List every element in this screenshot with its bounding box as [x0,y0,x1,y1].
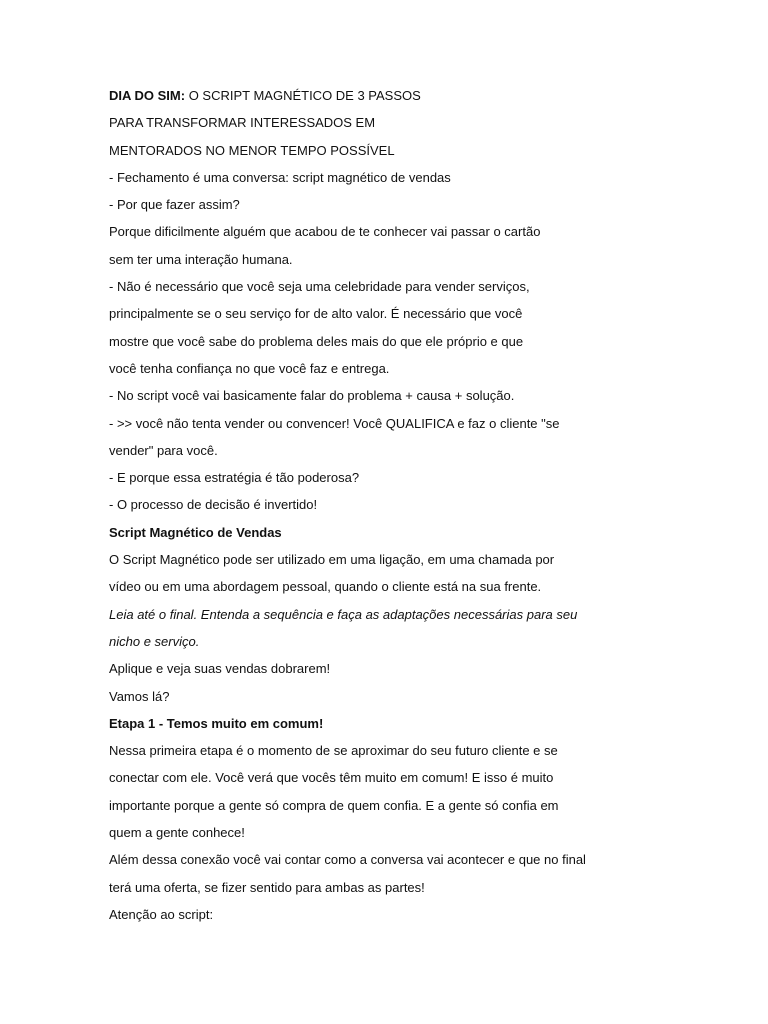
paragraph-line: - No script você vai basicamente falar do problema + causa + solução. [109,388,515,404]
paragraph-line: vender" para você. [109,442,218,458]
paragraph-line: importante porque a gente só compra de quem confia. E a gente só confia em [109,797,559,813]
paragraph-line: vídeo ou em uma abordagem pessoal, quando o cliente está na sua frente. [109,579,542,595]
paragraph-line: MENTORADOS NO MENOR TEMPO POSSÍVEL [109,142,395,158]
paragraph-line: - Fechamento é uma conversa: script magnético de vendas [109,169,451,185]
paragraph-line: - E porque essa estratégia é tão poderosa? [109,470,360,486]
paragraph-line: nicho e serviço. [109,633,200,649]
paragraph-line: Nessa primeira etapa é o momento de se aproximar do seu futuro cliente e se [109,743,558,759]
title-rest-part: O SCRIPT MAGNÉTICO DE 3 PASSOS [185,88,421,103]
paragraph-line: mostre que você sabe do problema deles mais do que ele próprio e que [109,333,524,349]
section-heading: Etapa 1 - Temos muito em comum! [109,715,324,731]
paragraph-line: sem ter uma interação humana. [109,251,293,267]
paragraph-line: Além dessa conexão você vai contar como a conversa vai acontecer e que no final [109,852,586,868]
paragraph-line: Aplique e veja suas vendas dobrarem! [109,661,331,677]
document-body [109,82,729,928]
paragraph-line: - >> você não tenta vender ou convencer! Você QUALIFICA e faz o cliente "se [109,415,560,431]
paragraph-line: - O processo de decisão é invertido! [109,497,318,513]
paragraph-line: - Não é necessário que você seja uma celebridade para vender serviços, [109,279,530,295]
paragraph-line: Leia até o final. Entenda a sequência e faça as adaptações necessárias para seu [109,606,578,622]
paragraph-line: você tenha confiança no que você faz e entrega. [109,360,390,376]
paragraph-line: principalmente se o seu serviço for de alto valor. É necessário que você [109,306,523,322]
paragraph-line: Vamos lá? [109,688,170,704]
title-bold-part: DIA DO SIM: [109,88,186,103]
paragraph-line: Porque dificilmente alguém que acabou de te conhecer vai passar o cartão [109,224,541,240]
document-title [109,82,729,109]
paragraph-line: quem a gente conhece! [109,825,245,841]
paragraph-line: - Por que fazer assim? [109,197,240,213]
paragraph-line: conectar com ele. Você verá que vocês têm muito em comum! E isso é muito [109,770,554,786]
paragraph-line: PARA TRANSFORMAR INTERESSADOS EM [109,115,376,131]
paragraph-line: O Script Magnético pode ser utilizado em uma ligação, em uma chamada por [109,552,555,568]
paragraph-line: Atenção ao script: [109,906,214,922]
paragraph-line: terá uma oferta, se fizer sentido para ambas as partes! [109,879,425,895]
section-heading: Script Magnético de Vendas [109,524,282,540]
